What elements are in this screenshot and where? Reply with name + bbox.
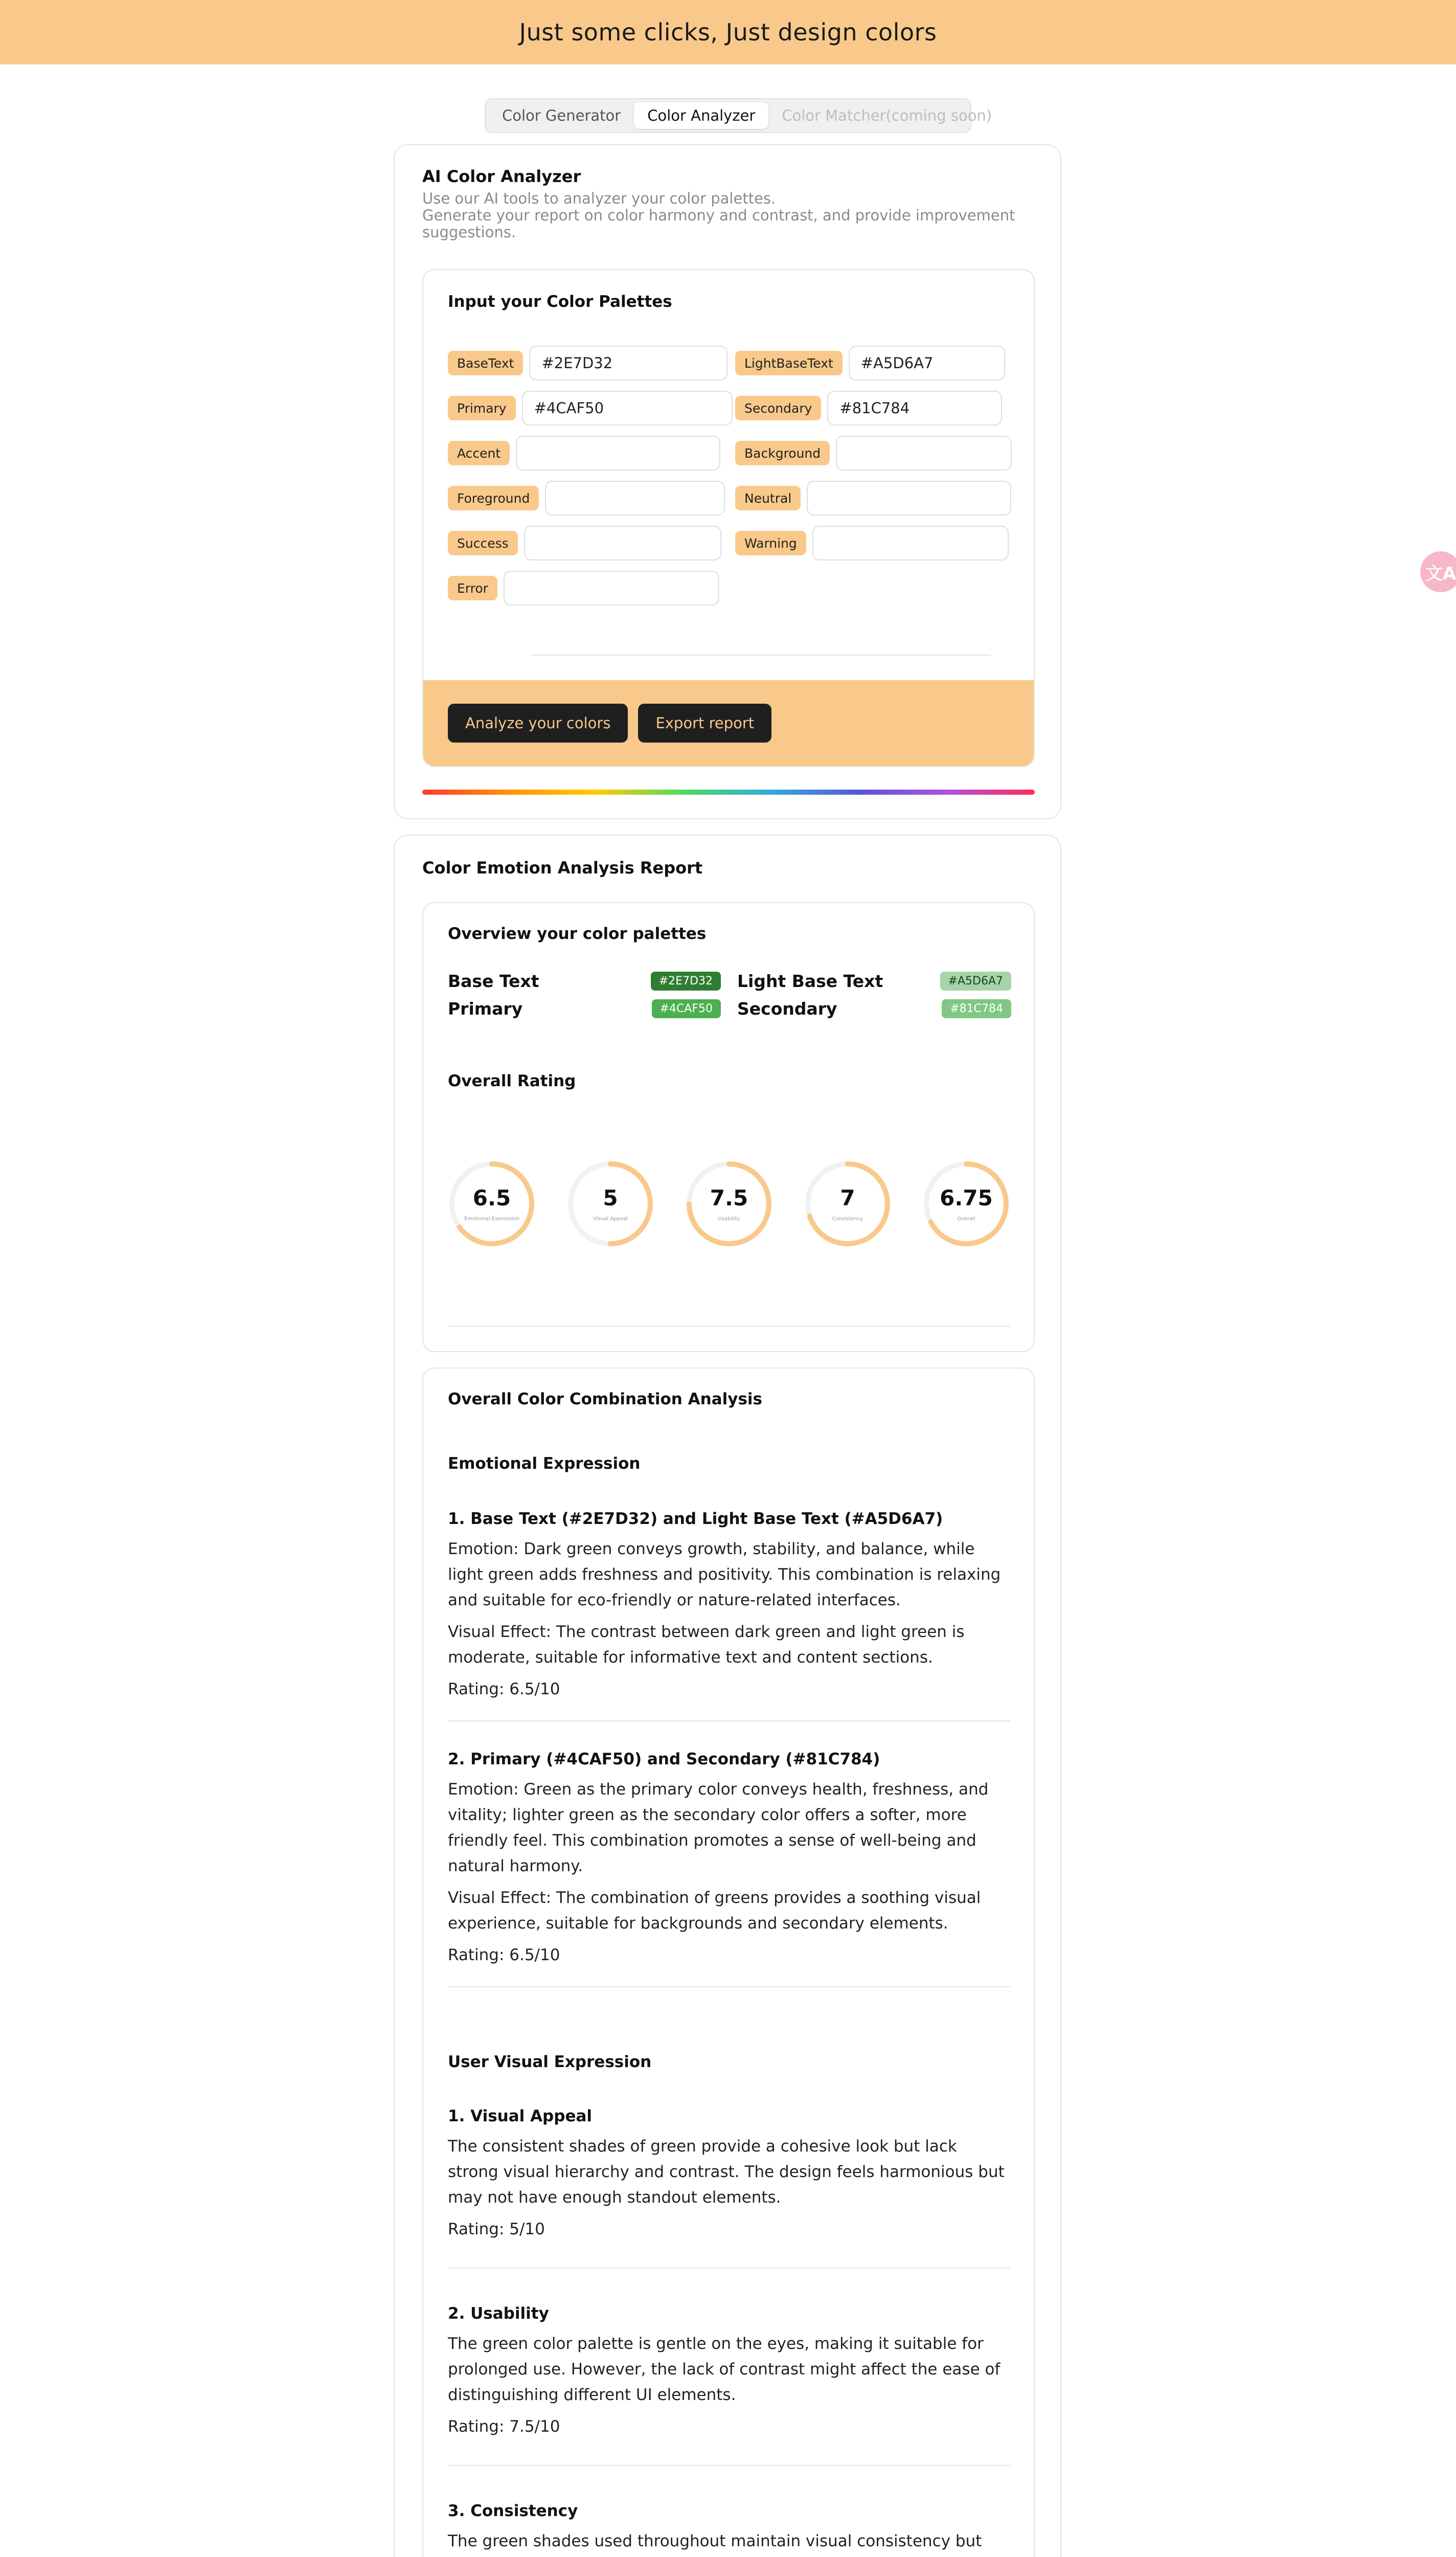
overview-card xyxy=(422,902,1035,1352)
item-title: 3. Consistency xyxy=(448,2502,578,2520)
palette-name: Base Text xyxy=(448,971,539,991)
rating-ring xyxy=(684,1159,774,1249)
field-primary xyxy=(448,391,733,425)
field-label: Secondary xyxy=(735,396,821,420)
primary-input[interactable]: #4CAF50 xyxy=(522,391,733,425)
export-report-button[interactable]: Export report xyxy=(638,704,771,743)
tab-color-analyzer[interactable]: Color Analyzer xyxy=(634,102,768,129)
field-background xyxy=(735,436,1012,470)
overview-divider xyxy=(448,1326,1010,1327)
rating-ring xyxy=(447,1159,537,1249)
item-visual-effect: Visual Effect: The combination of greens provides a soothing visual experience, suitable for backgrounds and secondary elements. xyxy=(448,1889,981,1933)
field-label: Background xyxy=(735,441,830,465)
basetext-input[interactable]: #2E7D32 xyxy=(529,346,727,380)
mode-tabs xyxy=(485,98,992,133)
rating-value: 6.75 xyxy=(940,1185,993,1210)
field-neutral xyxy=(735,481,1011,515)
item-rating: Rating: 7.5/10 xyxy=(448,2417,560,2436)
item-title: 1. Visual Appeal xyxy=(448,2107,593,2125)
palette-light-base-text xyxy=(737,971,1011,991)
item-title: 2. Primary (#4CAF50) and Secondary (#81C784) xyxy=(448,1750,880,1768)
palette-secondary xyxy=(737,998,1011,1019)
item-description: The green color palette is gentle on the eyes, making it suitable for prolonged use. However, the lack of contrast might affect the ease of distinguishing different UI elements. xyxy=(448,2335,1000,2404)
section-user-visual-expression: User Visual Expression xyxy=(448,2053,652,2071)
background-input[interactable] xyxy=(836,436,1012,470)
analyzer-panel xyxy=(394,144,1061,819)
report-panel xyxy=(394,835,1061,2557)
field-accent xyxy=(448,436,720,470)
item-description: The consistent shades of green provide a cohesive look but lack strong visual hierarchy and contrast. The design feels harmonious but may not have enough standout elements. xyxy=(448,2137,1005,2207)
analyzer-subtitle-line-2: Generate your report on color harmony and contrast, and provide improvement suggestions. xyxy=(422,207,1015,241)
item-visual-effect: Visual Effect: The contrast between dark green and light green is moderate, suitable for informative text and content sections. xyxy=(448,1623,965,1667)
item-divider xyxy=(448,2268,1010,2269)
combination-title: Overall Color Combination Analysis xyxy=(448,1390,762,1408)
item-description: The green shades used throughout maintain visual consistency but xyxy=(448,2532,982,2550)
app-title: Just some clicks, Just design colors xyxy=(519,18,937,46)
field-label: Success xyxy=(448,531,518,555)
lightbasetext-input[interactable]: #A5D6A7 xyxy=(849,346,1005,380)
translate-fab[interactable] xyxy=(1420,551,1456,592)
visual-item-3 xyxy=(448,2502,1010,2557)
rating-ring xyxy=(803,1159,893,1249)
field-warning xyxy=(735,526,1009,560)
emotional-item-2 xyxy=(448,1750,1010,1968)
foreground-input[interactable] xyxy=(545,481,725,515)
neutral-input[interactable] xyxy=(807,481,1011,515)
rating-value: 7 xyxy=(840,1185,855,1210)
rating-label: Usability xyxy=(718,1216,740,1222)
analyzer-subtitle xyxy=(422,190,1036,241)
rating-value: 5 xyxy=(603,1185,618,1210)
field-label: Error xyxy=(448,576,497,600)
field-error xyxy=(448,571,719,605)
rating-label: Overall xyxy=(957,1216,975,1222)
report-title: Color Emotion Analysis Report xyxy=(422,858,703,878)
field-label: Warning xyxy=(735,531,806,555)
card-divider xyxy=(531,655,991,656)
overall-rating-title: Overall Rating xyxy=(448,1072,576,1090)
analyze-button[interactable]: Analyze your colors xyxy=(448,704,628,743)
field-basetext xyxy=(448,346,727,380)
field-label: Primary xyxy=(448,396,516,420)
palette-name: Secondary xyxy=(737,998,837,1019)
palette-swatch: #A5D6A7 xyxy=(940,972,1011,991)
warning-input[interactable] xyxy=(812,526,1009,560)
palette-swatch: #2E7D32 xyxy=(651,972,721,991)
rating-label: Emotional Expression xyxy=(464,1216,519,1222)
item-title: 2. Usability xyxy=(448,2304,549,2323)
rating-value: 7.5 xyxy=(710,1185,748,1210)
error-input[interactable] xyxy=(504,571,719,605)
overview-title: Overview your color palettes xyxy=(448,925,707,943)
translate-icon: 文A xyxy=(1425,563,1456,584)
rating-label: Consistency xyxy=(832,1216,863,1222)
accent-input[interactable] xyxy=(516,436,720,470)
palette-base-text xyxy=(448,971,721,991)
emotional-item-1 xyxy=(448,1510,1010,1702)
rating-label: Visual Appeal xyxy=(593,1216,628,1222)
palette-swatch: #4CAF50 xyxy=(652,999,721,1018)
palette-name: Light Base Text xyxy=(737,971,883,991)
field-label: LightBaseText xyxy=(735,351,843,375)
palette-primary xyxy=(448,998,721,1019)
item-divider xyxy=(448,2465,1010,2466)
analyzer-title: AI Color Analyzer xyxy=(422,167,581,186)
field-lightbasetext xyxy=(735,346,1005,380)
visual-item-1 xyxy=(448,2107,1010,2242)
visual-item-2 xyxy=(448,2304,1010,2439)
item-divider xyxy=(448,1720,1010,1721)
item-emotion: Emotion: Green as the primary color conveys health, freshness, and vitality; lighter green as the secondary color offers a softer, more friendly feel. This combination promotes a sense of well-being and natural harmony. xyxy=(448,1780,989,1875)
action-bar xyxy=(423,680,1034,766)
rainbow-bar xyxy=(422,790,1035,795)
item-rating: Rating: 6.5/10 xyxy=(448,1680,560,1698)
field-label: BaseText xyxy=(448,351,523,375)
section-emotional-expression: Emotional Expression xyxy=(448,1454,641,1473)
input-palette-card xyxy=(422,269,1035,767)
palette-name: Primary xyxy=(448,998,523,1019)
item-rating: Rating: 6.5/10 xyxy=(448,1946,560,1964)
field-secondary xyxy=(735,391,1002,425)
tab-color-matcher: Color Matcher(coming soon) xyxy=(782,107,992,124)
rating-ring xyxy=(921,1159,1011,1249)
field-label: Neutral xyxy=(735,486,801,510)
palette-swatch: #81C784 xyxy=(942,999,1011,1018)
item-divider xyxy=(448,1986,1010,1987)
combination-analysis-card xyxy=(422,1367,1035,2557)
item-emotion: Emotion: Dark green conveys growth, stability, and balance, while light green adds freshness and positivity. This combination is relaxing and suitable for eco-friendly or nature-related interfaces. xyxy=(448,1540,1001,1609)
item-title: 1. Base Text (#2E7D32) and Light Base Text (#A5D6A7) xyxy=(448,1510,943,1528)
secondary-input[interactable]: #81C784 xyxy=(827,391,1002,425)
field-label: Foreground xyxy=(448,486,539,510)
field-foreground xyxy=(448,481,725,515)
rating-value: 6.5 xyxy=(472,1185,511,1210)
analyzer-subtitle-line-1: Use our AI tools to analyzer your color palettes. xyxy=(422,190,776,207)
field-success xyxy=(448,526,721,560)
success-input[interactable] xyxy=(524,526,721,560)
item-rating: Rating: 5/10 xyxy=(448,2220,545,2238)
tab-color-generator[interactable]: Color Generator xyxy=(502,107,621,124)
field-label: Accent xyxy=(448,441,510,465)
top-banner xyxy=(0,0,1456,64)
rating-ring xyxy=(565,1159,655,1249)
input-card-title: Input your Color Palettes xyxy=(448,293,672,311)
